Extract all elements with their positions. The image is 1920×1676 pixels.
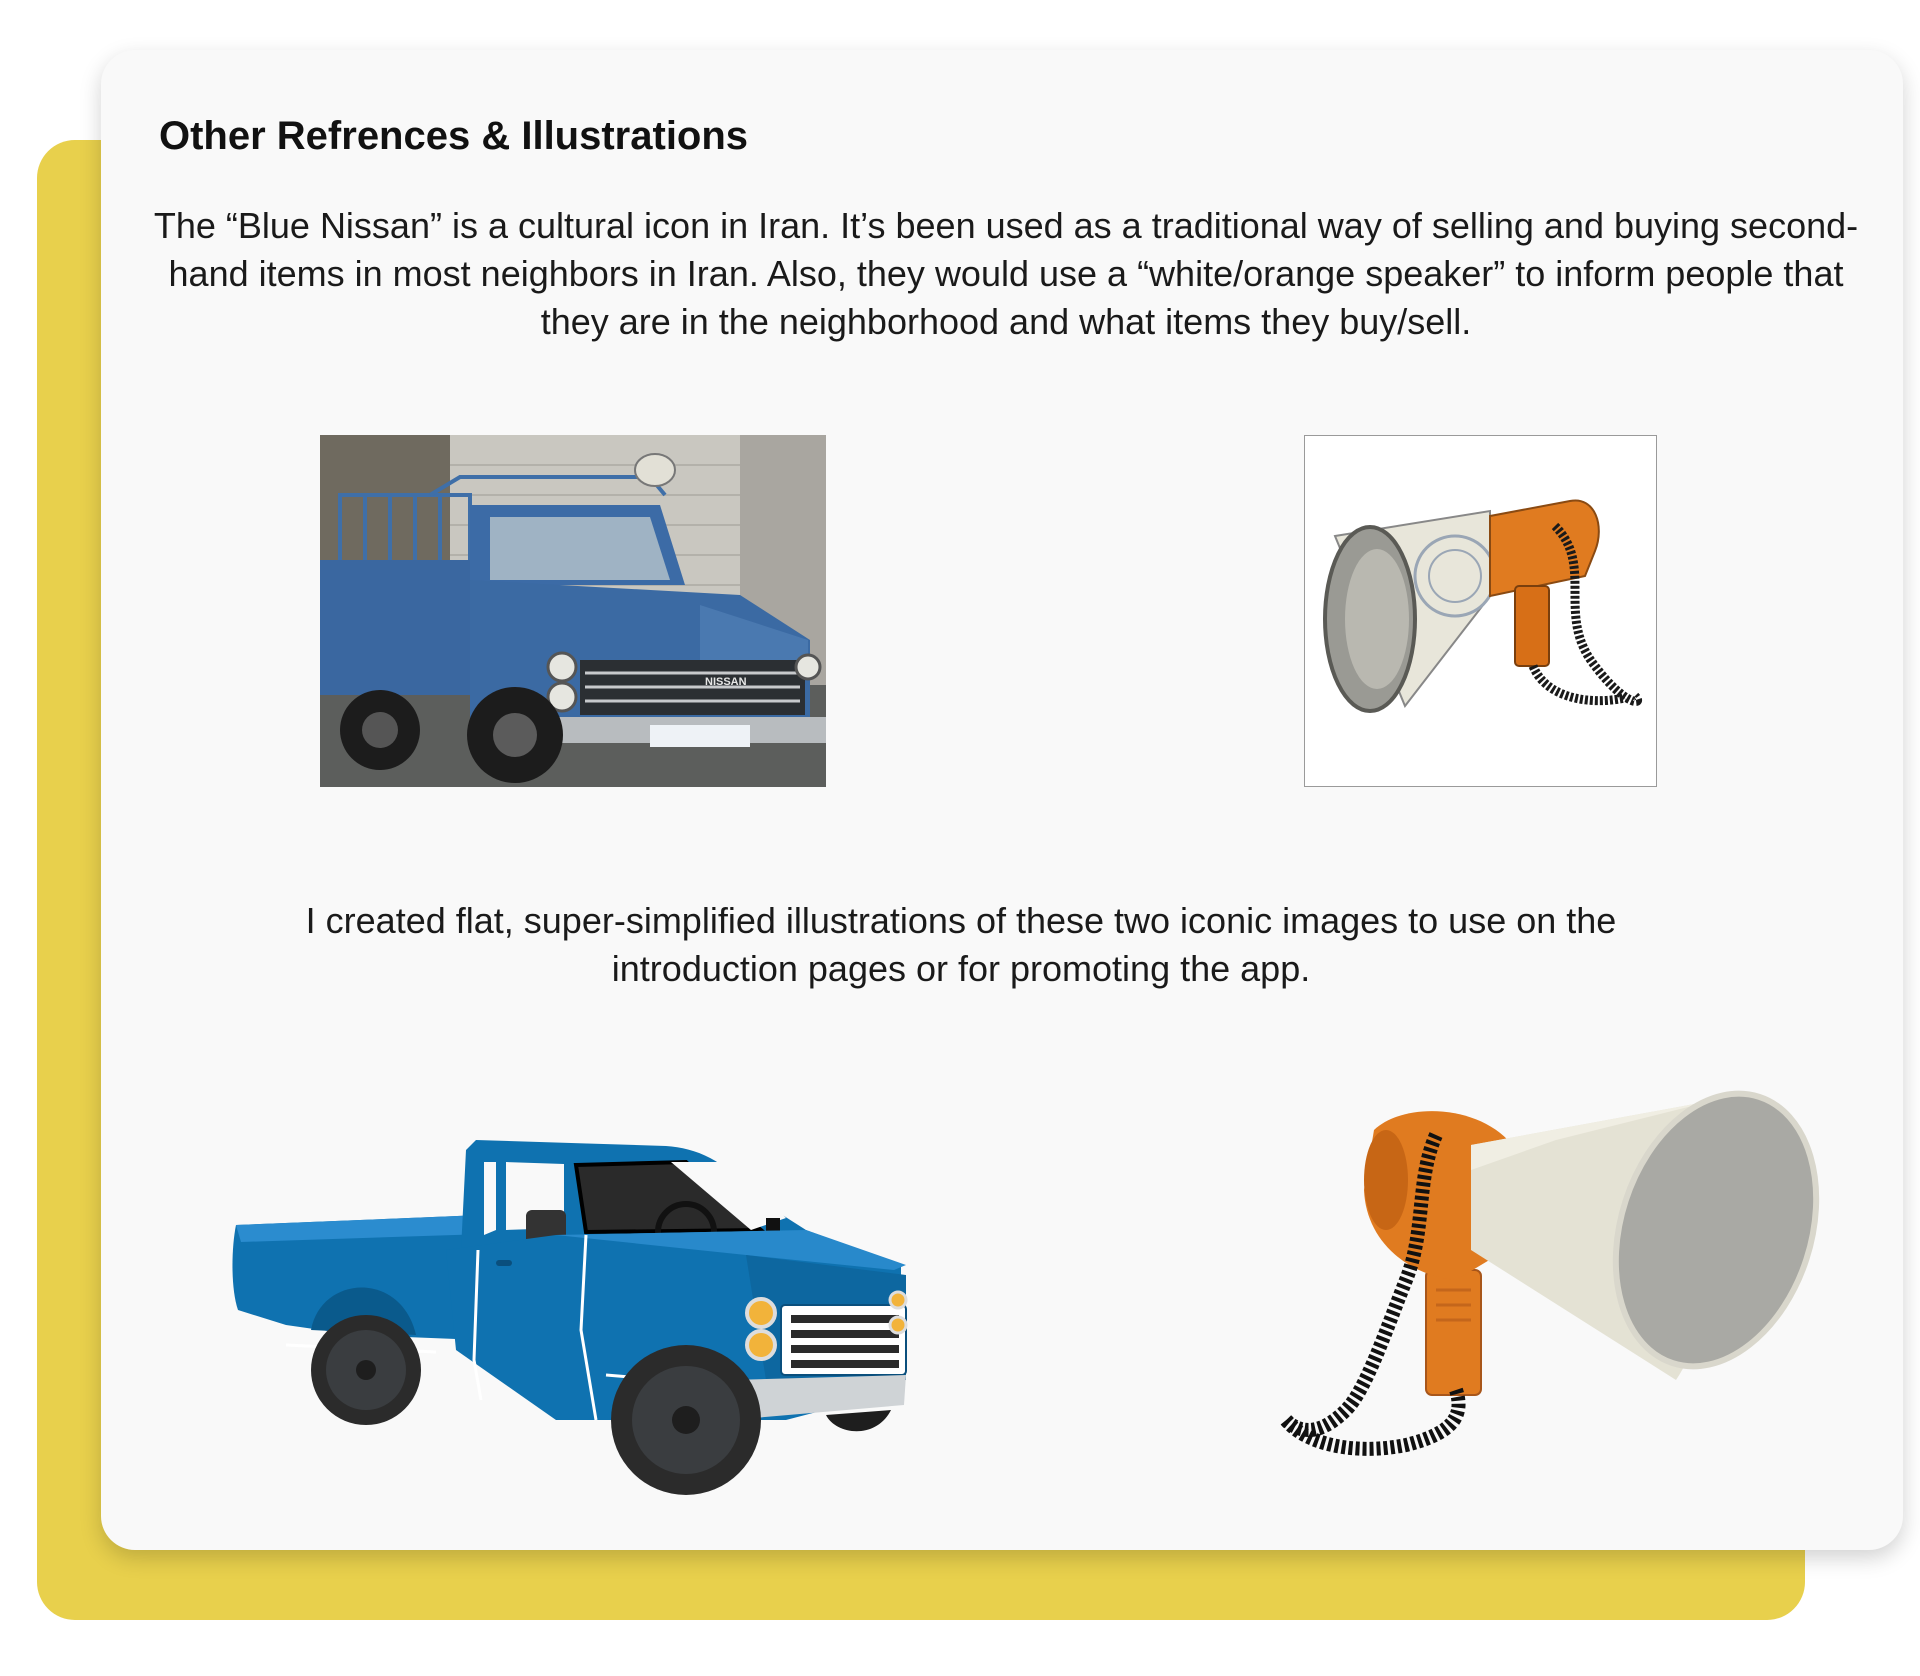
truck-illustration-icon bbox=[226, 1090, 1006, 1520]
truck-photo bbox=[320, 435, 826, 787]
truck-badge: NISSAN bbox=[705, 676, 747, 688]
section-title: Other Refrences & Illustrations bbox=[159, 114, 749, 158]
megaphone-illustration-icon bbox=[1256, 1090, 1836, 1520]
megaphone-photo bbox=[1304, 435, 1657, 787]
content-card bbox=[101, 50, 1903, 1550]
illustration-paragraph: I created flat, super-simplified illustrations of these two iconic images to use on the introduction pages or for promoting the app. bbox=[305, 900, 1617, 989]
intro-paragraph: The “Blue Nissan” is a cultural icon in Iran. It’s been used as a traditional way of selling and buying second-hand items in most neighbors in Iran. Also, they would use a “white/orange speaker” to inform people that they are in the neighborhood and what items they buy/sell. bbox=[153, 205, 1859, 342]
